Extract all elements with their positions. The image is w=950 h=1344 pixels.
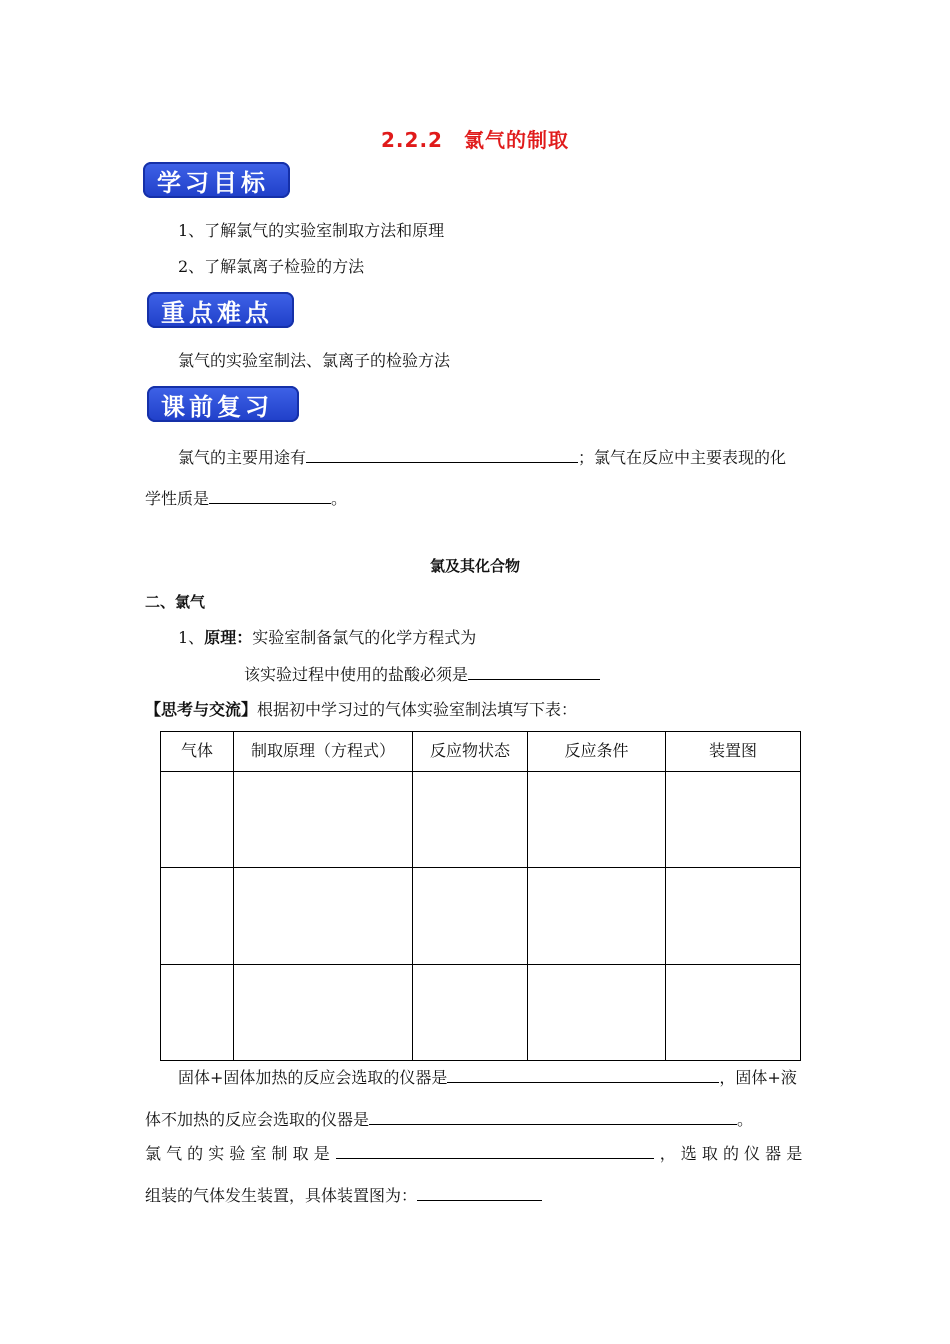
answer-blank[interactable] xyxy=(417,1184,542,1201)
table-header-cell: 装置图 xyxy=(666,732,801,772)
table-cell[interactable] xyxy=(666,772,801,868)
table-cell[interactable] xyxy=(666,965,801,1061)
review-label-property-end: 学性质是 xyxy=(145,489,210,508)
table-cell[interactable] xyxy=(528,868,666,965)
objective-item: 1、了解氯气的实验室制取方法和原理 xyxy=(178,221,445,240)
bottom-line-1 xyxy=(178,1066,797,1088)
period: 。 xyxy=(737,1110,754,1129)
table-header-row xyxy=(161,732,801,772)
table-header-cell: 反应物状态 xyxy=(413,732,528,772)
section-title: 氯及其化合物 xyxy=(429,557,520,575)
answer-blank[interactable] xyxy=(209,487,331,504)
table-cell[interactable] xyxy=(234,772,413,868)
answer-blank[interactable] xyxy=(447,1066,719,1083)
objective-item: 2、了解氯离子检验的方法 xyxy=(178,257,365,276)
table-cell[interactable] xyxy=(413,868,528,965)
table-cell[interactable] xyxy=(528,772,666,868)
badge-review: 课前复习 xyxy=(147,386,299,422)
table-cell[interactable] xyxy=(161,772,234,868)
answer-blank[interactable] xyxy=(306,446,578,463)
discussion-label: 【思考与交流】 xyxy=(145,700,258,719)
review-label-uses: 氯气的主要用途有 xyxy=(178,448,307,467)
principle-line xyxy=(178,628,476,648)
discussion-line xyxy=(145,700,577,720)
table-cell[interactable] xyxy=(413,965,528,1061)
bottom-line-3 xyxy=(145,1142,802,1164)
period: 。 xyxy=(331,489,348,508)
solid-liquid-text: ，固体+液 xyxy=(719,1068,797,1087)
apparatus-text: 组装的气体发生装置，具体装置图为： xyxy=(145,1186,418,1205)
badge-key-points: 重点难点 xyxy=(147,292,294,328)
bottom-line-4 xyxy=(145,1184,542,1206)
badge-objectives: 学习目标 xyxy=(143,162,290,198)
solid-solid-text: 固体+固体加热的反应会选取的仪器是 xyxy=(178,1068,448,1087)
table-cell[interactable] xyxy=(666,868,801,965)
answer-blank[interactable] xyxy=(468,663,600,680)
table-row xyxy=(161,868,801,965)
table-cell[interactable] xyxy=(161,868,234,965)
hcl-text: 该实验过程中使用的盐酸必须是 xyxy=(244,665,469,684)
table-header-cell: 反应条件 xyxy=(528,732,666,772)
review-line-1 xyxy=(178,446,786,468)
section-heading: 二、氯气 xyxy=(145,593,206,611)
key-points-text: 氯气的实验室制法、氯离子的检验方法 xyxy=(178,351,451,370)
review-line-2 xyxy=(145,487,347,509)
table-cell[interactable] xyxy=(413,772,528,868)
gas-preparation-table xyxy=(160,731,801,1061)
discussion-text: 根据初中学习过的气体实验室制法填写下表： xyxy=(257,700,578,719)
table-row xyxy=(161,772,801,868)
answer-blank[interactable] xyxy=(369,1108,737,1125)
table-header-cell: 制取原理（方程式） xyxy=(234,732,413,772)
answer-blank[interactable] xyxy=(336,1142,654,1159)
chlorine-prep-text: 氯 气 的 实 验 室 制 取 是 xyxy=(145,1144,330,1163)
instrument-text: ， 选 取 的 仪 器 是 xyxy=(659,1144,803,1163)
principle-label: 原理： xyxy=(204,628,253,647)
bottom-line-2 xyxy=(145,1108,753,1130)
table-row xyxy=(161,965,801,1061)
table-cell[interactable] xyxy=(234,965,413,1061)
solid-liquid-text-end: 体不加热的反应会选取的仪器是 xyxy=(145,1110,370,1129)
principle-text: 实验室制备氯气的化学方程式为 xyxy=(252,628,477,647)
table-cell[interactable] xyxy=(234,868,413,965)
table-cell[interactable] xyxy=(161,965,234,1061)
hcl-line xyxy=(244,663,600,685)
item-number: 1、 xyxy=(178,628,205,647)
table-header-cell: 气体 xyxy=(161,732,234,772)
table-cell[interactable] xyxy=(528,965,666,1061)
review-label-property: ；氯气在反应中主要表现的化 xyxy=(578,448,787,467)
document-title: 2.2.2 氯气的制取 xyxy=(381,128,569,152)
